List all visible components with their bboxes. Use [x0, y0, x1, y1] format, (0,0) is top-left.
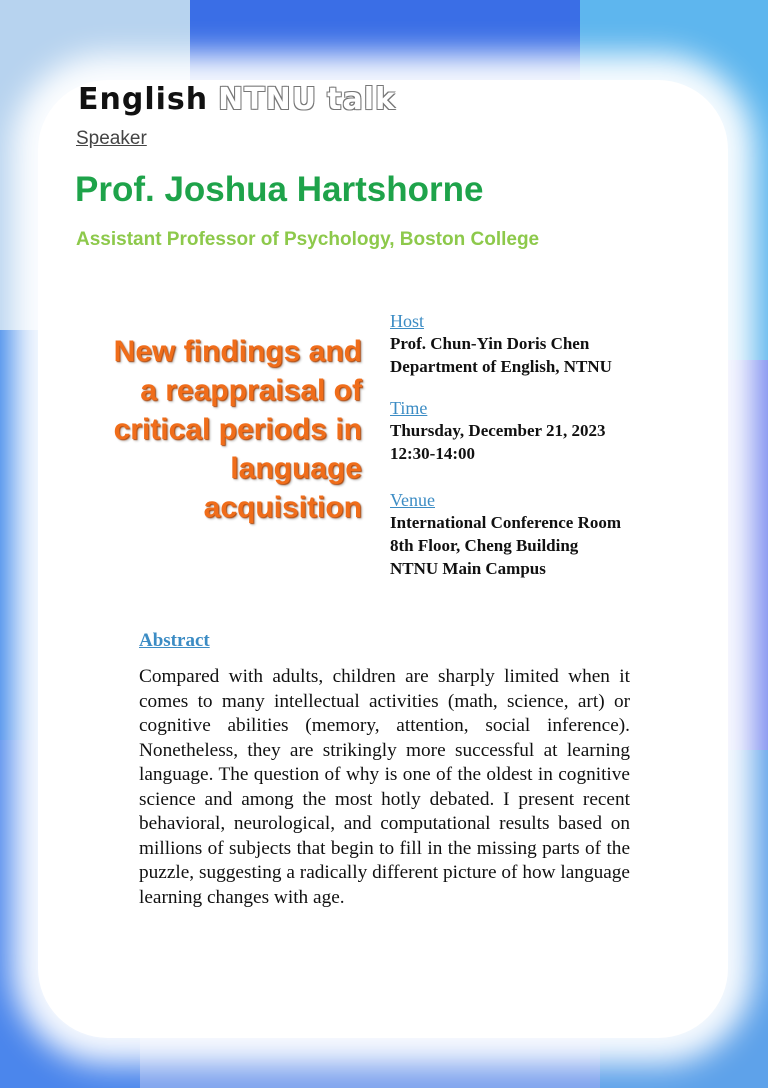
talk-title: [60, 332, 362, 527]
venue-section: [390, 489, 710, 580]
brand-word-ntnu: NTNU: [218, 82, 318, 117]
talk-title-line: language: [230, 452, 362, 485]
venue-campus: NTNU Main Campus: [390, 559, 546, 578]
venue-floor: 8th Floor, Cheng Building: [390, 536, 579, 555]
time-date: Thursday, December 21, 2023: [390, 421, 606, 440]
abstract-text: Compared with adults, children are sharply limited when it comes to many intellectual activities (math, science, art) or cognitive abilities (memory, attention, social inference). Nonetheless, they are strikingly more successful at learning language. The question of why is one of the oldest in cognitive science and among the most hotly debated. I present recent behavioral, neurological, and computational results based on millions of subjects that begin to fill in the missing parts of the puzzle, suggesting a radically different picture of how language learning changes with age.: [139, 666, 630, 908]
brand-logo: [78, 82, 396, 122]
talk-title-line: New findings and: [113, 335, 362, 368]
speaker-title: Assistant Professor of Psychology, Boston College: [76, 229, 540, 250]
host-label: Host: [390, 311, 425, 331]
speaker-label: Speaker: [76, 128, 147, 149]
abstract-label: Abstract: [139, 630, 210, 651]
time-label: Time: [390, 398, 428, 418]
brand-word-english: English: [78, 82, 209, 117]
time-section: [390, 397, 710, 465]
venue-label: Venue: [390, 490, 435, 510]
speaker-name: Prof. Joshua Hartshorne: [75, 170, 484, 209]
host-name: Prof. Chun-Yin Doris Chen: [390, 334, 590, 353]
talk-title-line: critical periods in: [113, 413, 362, 446]
background-tile: [190, 0, 580, 80]
time-hours: 12:30-14:00: [390, 444, 475, 463]
host-department: Department of English, NTNU: [390, 357, 612, 376]
talk-title-line: a reappraisal of: [140, 374, 362, 407]
venue-room: International Conference Room: [390, 513, 622, 532]
host-section: [390, 310, 710, 378]
brand-word-talk: talk: [327, 82, 396, 117]
talk-title-line: acquisition: [203, 491, 362, 524]
